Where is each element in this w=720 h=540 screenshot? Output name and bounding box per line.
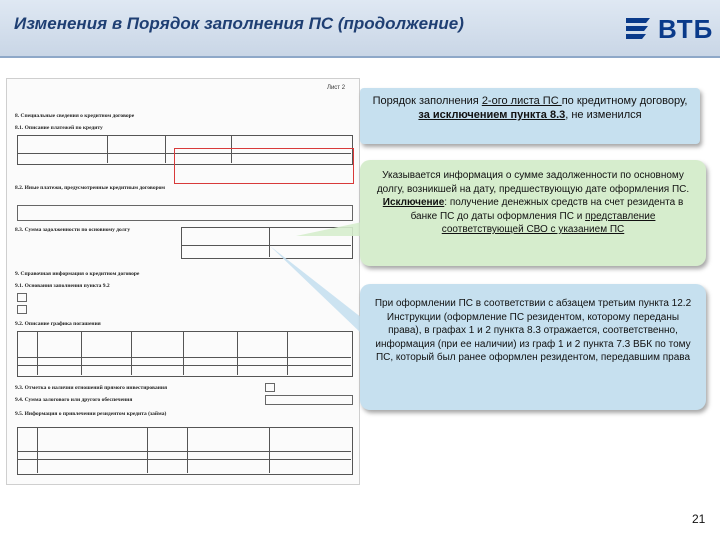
section-9-2: 9.2. Описание графика погашения (15, 321, 101, 327)
section-8-2: 8.2. Иные платежи, предусмотренные кредитным договором (15, 185, 166, 191)
page-number: 21 (692, 512, 706, 526)
logo-text: ВТБ (658, 14, 714, 44)
page-title: Изменения в Порядок заполнения ПС (продолжение) (14, 14, 464, 33)
section-9-5: 9.5. Информация о привлечении резидентом кредита (займа) (15, 411, 167, 417)
page-label: Лист 2 (327, 85, 346, 91)
callout-2-pointer (296, 222, 362, 236)
section-9-1: 9.1. Основания заполнения пункта 9.2 (15, 283, 110, 289)
callout-debt-info: Указывается информация о сумме задолженности по основному долгу, возникшей на дату, предшествующую дате оформления ПС. Исключение: получение денежных средств на счет резидента в банке ПС до даты оформления ПС и представление соответствующей СВО с указанием ПС (360, 160, 706, 266)
section-9-4: 9.4. Сумма залогового или другого обеспечения (15, 397, 133, 403)
callout-unchanged: Порядок заполнения 2-ого листа ПС по кредитному договору, за исключением пункта 8.3, не изменился (360, 88, 700, 144)
callout-3-pointer (270, 246, 362, 334)
section-8-heading: 8. Специальные сведения о кредитном договоре (15, 113, 135, 119)
section-9-heading: 9. Справочная информация о кредитном договоре (15, 271, 140, 277)
callout-transfer-rights: При оформлении ПС в соответствии с абзацем третьим пункта 12.2 Инструкции (оформление ПС резидентом, которому переданы права), в графах 1 и 2 пункта 8.3 отражается, соответственно, информация (при ее наличии) из граф 1 и 2 пункта 7.3 ВБК по тому ПС, который был ранее оформлен резидентом, передавшим права (360, 284, 706, 410)
section-8-1: 8.1. Описание платежей по кредиту (15, 125, 103, 131)
section-8-3: 8.3. Сумма задолженности по основному долгу (15, 227, 131, 233)
section-9-3: 9.3. Отметка о наличии отношений прямого инвестирования (15, 385, 168, 391)
